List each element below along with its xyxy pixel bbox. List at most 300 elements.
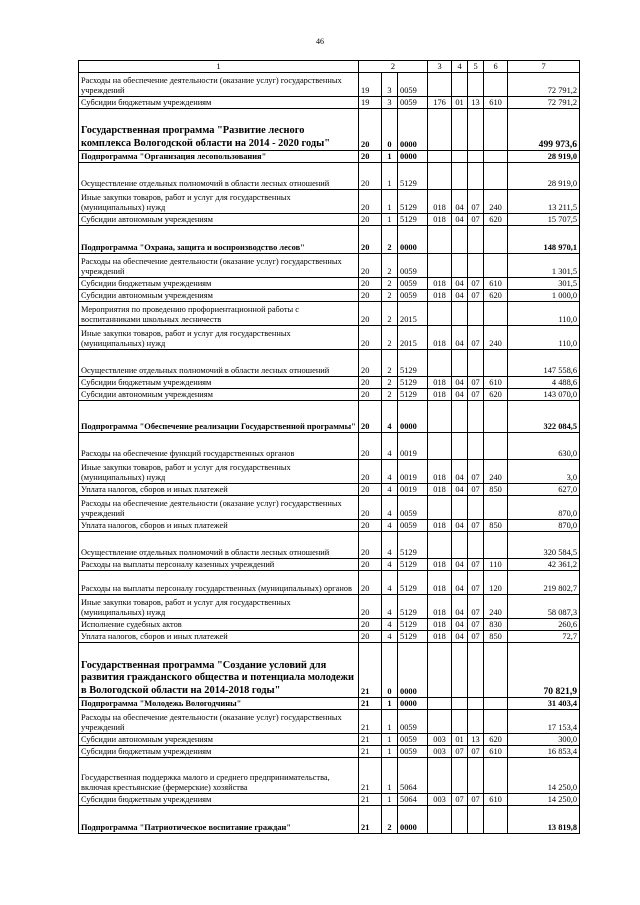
amount: 147 558,6	[508, 350, 580, 377]
program-code: 20	[359, 109, 382, 151]
subsection-code: 07	[468, 631, 484, 643]
subsection-code	[468, 163, 484, 190]
amount: 58 087,3	[508, 595, 580, 619]
amount: 13 819,8	[508, 806, 580, 834]
subsection-code	[468, 758, 484, 794]
expenditure-kind-code: 620	[484, 214, 508, 226]
section-code: 04	[452, 631, 468, 643]
amount: 70 821,9	[508, 643, 580, 698]
row-name: Иные закупки товаров, работ и услуг для государственных (муниципальных) нужд	[79, 326, 359, 350]
program-code: 20	[359, 496, 382, 520]
expense-type-code: 0000	[398, 643, 428, 698]
subprogram-code: 1	[382, 710, 398, 734]
program-code: 21	[359, 758, 382, 794]
subprogram-code: 1	[382, 758, 398, 794]
expense-type-code: 5129	[398, 595, 428, 619]
department-code	[428, 710, 452, 734]
department-code: 018	[428, 520, 452, 532]
expenditure-kind-code: 240	[484, 190, 508, 214]
amount: 148 970,1	[508, 226, 580, 254]
expense-type-code: 0059	[398, 710, 428, 734]
program-code: 19	[359, 73, 382, 97]
expense-type-code: 5129	[398, 389, 428, 401]
amount: 322 084,5	[508, 401, 580, 433]
subsection-code	[468, 302, 484, 326]
table-row	[79, 698, 580, 710]
subprogram-code: 2	[382, 278, 398, 290]
section-code: 04	[452, 290, 468, 302]
subprogram-code: 1	[382, 734, 398, 746]
subprogram-code: 4	[382, 520, 398, 532]
section-code: 01	[452, 734, 468, 746]
subsection-code	[468, 698, 484, 710]
subsection-code: 07	[468, 190, 484, 214]
header-col-2: 2	[359, 61, 428, 73]
expenditure-kind-code	[484, 643, 508, 698]
subprogram-code: 4	[382, 484, 398, 496]
amount: 4 488,6	[508, 377, 580, 389]
department-code	[428, 806, 452, 834]
row-name: Субсидии бюджетным учреждениям	[79, 278, 359, 290]
subsection-code	[468, 350, 484, 377]
row-name: Иные закупки товаров, работ и услуг для государственных (муниципальных) нужд	[79, 460, 359, 484]
program-code: 21	[359, 794, 382, 806]
department-code	[428, 73, 452, 97]
table-row	[79, 302, 580, 326]
table-row	[79, 190, 580, 214]
expense-type-code: 0019	[398, 484, 428, 496]
expense-type-code: 0019	[398, 460, 428, 484]
row-name: Субсидии бюджетным учреждениям	[79, 794, 359, 806]
expenditure-kind-code	[484, 532, 508, 559]
amount: 219 802,7	[508, 571, 580, 595]
subprogram-code: 4	[382, 532, 398, 559]
expenditure-kind-code: 620	[484, 734, 508, 746]
subsection-code: 07	[468, 794, 484, 806]
department-code: 018	[428, 190, 452, 214]
subprogram-code: 1	[382, 190, 398, 214]
amount: 72 791,2	[508, 97, 580, 109]
expenditure-kind-code	[484, 73, 508, 97]
program-code: 21	[359, 734, 382, 746]
expense-type-code: 2015	[398, 302, 428, 326]
expenditure-kind-code	[484, 302, 508, 326]
expense-type-code: 5129	[398, 532, 428, 559]
subprogram-code: 1	[382, 698, 398, 710]
subsection-code: 07	[468, 595, 484, 619]
subprogram-code: 2	[382, 806, 398, 834]
table-row	[79, 619, 580, 631]
section-code: 04	[452, 484, 468, 496]
table-row	[79, 806, 580, 834]
table-row	[79, 97, 580, 109]
table-row	[79, 484, 580, 496]
expenditure-kind-code	[484, 710, 508, 734]
program-code: 20	[359, 532, 382, 559]
subsection-code	[468, 496, 484, 520]
department-code: 018	[428, 377, 452, 389]
amount: 28 919,0	[508, 151, 580, 163]
table-row	[79, 643, 580, 698]
header-col-1: 1	[79, 61, 359, 73]
subsection-code	[468, 109, 484, 151]
amount: 301,5	[508, 278, 580, 290]
program-code: 20	[359, 278, 382, 290]
department-code	[428, 698, 452, 710]
row-name: Государственная программа "Развитие лесного комплекса Вологодской области на 2014 - 2020 годы"	[79, 109, 359, 151]
section-code	[452, 350, 468, 377]
amount: 72 791,2	[508, 73, 580, 97]
row-name: Расходы на обеспечение деятельности (оказание услуг) государственных учреждений	[79, 73, 359, 97]
program-code: 20	[359, 401, 382, 433]
table-row	[79, 109, 580, 151]
department-code: 003	[428, 734, 452, 746]
program-code: 21	[359, 806, 382, 834]
subprogram-code: 4	[382, 571, 398, 595]
amount: 13 211,5	[508, 190, 580, 214]
row-name: Осуществление отдельных полномочий в области лесных отношений	[79, 532, 359, 559]
amount: 320 584,5	[508, 532, 580, 559]
department-code: 018	[428, 571, 452, 595]
department-code: 018	[428, 559, 452, 571]
expense-type-code: 0059	[398, 254, 428, 278]
department-code: 018	[428, 290, 452, 302]
row-name: Подпрограмма "Обеспечение реализации Государственной программы"	[79, 401, 359, 433]
program-code: 20	[359, 619, 382, 631]
header-col-4: 4	[452, 61, 468, 73]
department-code	[428, 758, 452, 794]
table-row	[79, 326, 580, 350]
amount: 42 361,2	[508, 559, 580, 571]
department-code: 018	[428, 460, 452, 484]
subsection-code	[468, 643, 484, 698]
subprogram-code: 2	[382, 254, 398, 278]
expense-type-code: 0000	[398, 806, 428, 834]
expense-type-code: 5129	[398, 350, 428, 377]
program-code: 20	[359, 151, 382, 163]
expenditure-kind-code	[484, 109, 508, 151]
section-code	[452, 643, 468, 698]
table-row	[79, 226, 580, 254]
row-name: Субсидии автономным учреждениям	[79, 214, 359, 226]
subprogram-code: 1	[382, 163, 398, 190]
subsection-code: 07	[468, 377, 484, 389]
section-code	[452, 163, 468, 190]
section-code: 04	[452, 520, 468, 532]
subsection-code: 07	[468, 214, 484, 226]
amount: 15 707,5	[508, 214, 580, 226]
subprogram-code: 2	[382, 326, 398, 350]
table-row	[79, 151, 580, 163]
subsection-code	[468, 401, 484, 433]
header-col-3: 3	[428, 61, 452, 73]
subsection-code: 07	[468, 746, 484, 758]
section-code	[452, 401, 468, 433]
table-row	[79, 794, 580, 806]
table-row	[79, 559, 580, 571]
section-code: 04	[452, 278, 468, 290]
amount: 72,7	[508, 631, 580, 643]
department-code: 018	[428, 278, 452, 290]
expenditure-kind-code	[484, 254, 508, 278]
amount: 870,0	[508, 496, 580, 520]
table-row	[79, 532, 580, 559]
table-row	[79, 460, 580, 484]
row-name: Уплата налогов, сборов и иных платежей	[79, 484, 359, 496]
subsection-code: 07	[468, 520, 484, 532]
amount: 3,0	[508, 460, 580, 484]
program-code: 21	[359, 710, 382, 734]
section-code: 04	[452, 214, 468, 226]
expense-type-code: 0000	[398, 401, 428, 433]
department-code	[428, 109, 452, 151]
table-row	[79, 73, 580, 97]
header-col-6: 6	[484, 61, 508, 73]
table-row	[79, 350, 580, 377]
amount: 110,0	[508, 302, 580, 326]
department-code: 018	[428, 619, 452, 631]
subprogram-code: 1	[382, 794, 398, 806]
program-code: 20	[359, 631, 382, 643]
subsection-code	[468, 73, 484, 97]
expenditure-kind-code: 240	[484, 460, 508, 484]
section-code	[452, 698, 468, 710]
expense-type-code: 0059	[398, 97, 428, 109]
program-code: 20	[359, 254, 382, 278]
program-code: 21	[359, 746, 382, 758]
program-code: 20	[359, 290, 382, 302]
table-row	[79, 214, 580, 226]
expense-type-code: 0000	[398, 151, 428, 163]
program-code: 20	[359, 484, 382, 496]
expense-type-code: 0059	[398, 746, 428, 758]
expenditure-kind-code	[484, 496, 508, 520]
department-code	[428, 254, 452, 278]
department-code	[428, 302, 452, 326]
row-name: Исполнение судебных актов	[79, 619, 359, 631]
amount: 499 973,6	[508, 109, 580, 151]
subprogram-code: 1	[382, 746, 398, 758]
subsection-code: 07	[468, 559, 484, 571]
department-code	[428, 401, 452, 433]
table-body	[79, 73, 580, 834]
expenditure-kind-code: 610	[484, 746, 508, 758]
row-name: Уплата налогов, сборов и иных платежей	[79, 520, 359, 532]
row-name: Уплата налогов, сборов и иных платежей	[79, 631, 359, 643]
row-name: Субсидии автономным учреждениям	[79, 734, 359, 746]
row-name: Мероприятия по проведению профориентационной работы с воспитанниками школьных лесничеств	[79, 302, 359, 326]
expenditure-kind-code: 850	[484, 484, 508, 496]
amount: 110,0	[508, 326, 580, 350]
expense-type-code: 5129	[398, 559, 428, 571]
table-row	[79, 278, 580, 290]
expenditure-kind-code	[484, 163, 508, 190]
expense-type-code: 0059	[398, 290, 428, 302]
expense-type-code: 5129	[398, 214, 428, 226]
section-code: 01	[452, 97, 468, 109]
subprogram-code: 4	[382, 559, 398, 571]
row-name: Государственная поддержка малого и среднего предпринимательства, включая крестьянские (фермерские) хозяйства	[79, 758, 359, 794]
table-row	[79, 433, 580, 460]
department-code	[428, 151, 452, 163]
row-name: Иные закупки товаров, работ и услуг для государственных (муниципальных) нужд	[79, 595, 359, 619]
expenditure-kind-code: 620	[484, 290, 508, 302]
section-code	[452, 73, 468, 97]
subsection-code: 07	[468, 460, 484, 484]
program-code: 20	[359, 460, 382, 484]
section-code	[452, 151, 468, 163]
table-row	[79, 496, 580, 520]
amount: 1 301,5	[508, 254, 580, 278]
subprogram-code: 4	[382, 401, 398, 433]
subprogram-code: 4	[382, 433, 398, 460]
department-code: 003	[428, 794, 452, 806]
department-code: 018	[428, 631, 452, 643]
amount: 627,0	[508, 484, 580, 496]
expenditure-kind-code: 620	[484, 389, 508, 401]
subprogram-code: 0	[382, 109, 398, 151]
subprogram-code: 2	[382, 389, 398, 401]
subsection-code: 07	[468, 290, 484, 302]
section-code: 07	[452, 794, 468, 806]
expenditure-kind-code: 610	[484, 794, 508, 806]
expenditure-kind-code	[484, 698, 508, 710]
row-name: Субсидии автономным учреждениям	[79, 389, 359, 401]
expense-type-code: 5064	[398, 758, 428, 794]
section-code	[452, 226, 468, 254]
table-row	[79, 163, 580, 190]
table-row	[79, 595, 580, 619]
expenditure-kind-code: 830	[484, 619, 508, 631]
expenditure-kind-code	[484, 401, 508, 433]
expense-type-code: 5129	[398, 190, 428, 214]
section-code: 07	[452, 746, 468, 758]
program-code: 20	[359, 571, 382, 595]
table-row	[79, 254, 580, 278]
budget-table	[78, 60, 580, 834]
program-code: 20	[359, 163, 382, 190]
expenditure-kind-code: 610	[484, 278, 508, 290]
expense-type-code: 2015	[398, 326, 428, 350]
table-row	[79, 734, 580, 746]
expense-type-code: 5129	[398, 571, 428, 595]
expense-type-code: 0019	[398, 433, 428, 460]
subprogram-code: 1	[382, 151, 398, 163]
expenditure-kind-code: 610	[484, 377, 508, 389]
row-name: Субсидии бюджетным учреждениям	[79, 746, 359, 758]
section-code: 04	[452, 460, 468, 484]
program-code: 20	[359, 326, 382, 350]
row-name: Подпрограмма "Молодежь Вологодчины"	[79, 698, 359, 710]
table-row	[79, 710, 580, 734]
section-code	[452, 302, 468, 326]
subprogram-code: 4	[382, 496, 398, 520]
amount: 143 070,0	[508, 389, 580, 401]
department-code: 018	[428, 595, 452, 619]
subprogram-code: 4	[382, 460, 398, 484]
row-name: Расходы на обеспечение деятельности (оказание услуг) государственных учреждений	[79, 710, 359, 734]
expenditure-kind-code	[484, 151, 508, 163]
table-row	[79, 520, 580, 532]
amount: 870,0	[508, 520, 580, 532]
section-code: 04	[452, 559, 468, 571]
department-code: 018	[428, 214, 452, 226]
department-code: 018	[428, 326, 452, 350]
department-code: 176	[428, 97, 452, 109]
expense-type-code: 5129	[398, 619, 428, 631]
row-name: Расходы на обеспечение деятельности (оказание услуг) государственных учреждений	[79, 254, 359, 278]
expenditure-kind-code: 850	[484, 631, 508, 643]
table-row	[79, 746, 580, 758]
row-name: Субсидии бюджетным учреждениям	[79, 377, 359, 389]
program-code: 20	[359, 226, 382, 254]
subsection-code: 07	[468, 619, 484, 631]
amount: 630,0	[508, 433, 580, 460]
program-code: 20	[359, 350, 382, 377]
subsection-code	[468, 710, 484, 734]
program-code: 20	[359, 377, 382, 389]
program-code: 20	[359, 389, 382, 401]
subsection-code	[468, 433, 484, 460]
amount: 17 153,4	[508, 710, 580, 734]
subsection-code	[468, 151, 484, 163]
program-code: 19	[359, 97, 382, 109]
expenditure-kind-code	[484, 758, 508, 794]
department-code	[428, 226, 452, 254]
section-code: 04	[452, 619, 468, 631]
section-code: 04	[452, 326, 468, 350]
department-code	[428, 532, 452, 559]
subprogram-code: 3	[382, 97, 398, 109]
department-code: 018	[428, 389, 452, 401]
expense-type-code: 0059	[398, 496, 428, 520]
expenditure-kind-code	[484, 806, 508, 834]
subprogram-code: 2	[382, 350, 398, 377]
subsection-code: 07	[468, 278, 484, 290]
amount: 1 000,0	[508, 290, 580, 302]
expenditure-kind-code	[484, 350, 508, 377]
section-code	[452, 758, 468, 794]
subprogram-code: 2	[382, 377, 398, 389]
subprogram-code: 4	[382, 619, 398, 631]
program-code: 20	[359, 302, 382, 326]
department-code: 003	[428, 746, 452, 758]
section-code: 04	[452, 571, 468, 595]
section-code	[452, 109, 468, 151]
section-code	[452, 254, 468, 278]
subprogram-code: 3	[382, 73, 398, 97]
subsection-code: 13	[468, 734, 484, 746]
department-code	[428, 350, 452, 377]
expenditure-kind-code: 240	[484, 326, 508, 350]
page-number: 46	[316, 37, 324, 46]
expense-type-code: 5129	[398, 377, 428, 389]
table-row	[79, 377, 580, 389]
row-name: Расходы на обеспечение функций государственных органов	[79, 433, 359, 460]
subprogram-code: 2	[382, 302, 398, 326]
expense-type-code: 5064	[398, 794, 428, 806]
table-row	[79, 290, 580, 302]
subsection-code	[468, 806, 484, 834]
department-code	[428, 163, 452, 190]
subprogram-code: 0	[382, 643, 398, 698]
section-code	[452, 433, 468, 460]
expense-type-code: 0059	[398, 520, 428, 532]
amount: 260,6	[508, 619, 580, 631]
expense-type-code: 0059	[398, 73, 428, 97]
section-code: 04	[452, 190, 468, 214]
amount: 14 250,0	[508, 758, 580, 794]
